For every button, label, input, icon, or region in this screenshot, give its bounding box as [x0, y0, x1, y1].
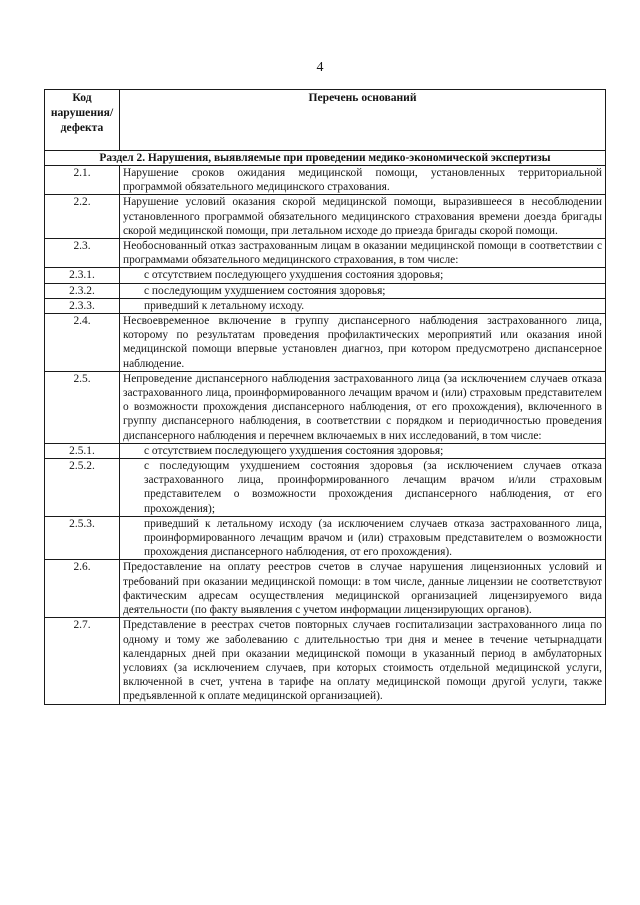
table-row — [45, 195, 606, 239]
table-row — [45, 166, 606, 195]
violation-code: 2.5.1. — [45, 443, 120, 458]
violation-code: 2.4. — [45, 314, 120, 372]
violation-text: Предоставление на оплату реестров счетов в случае нарушения лицензионных условий и требований при оказании медицинской помощи: в том числе, данные лицензии не соответствуют фактическим адресам осуществления медицинской организацией лицензируемого вида деятельности (по факту выявления с учетом информации лицензирующих органов). — [120, 560, 606, 618]
violation-code: 2.5.2. — [45, 459, 120, 517]
table-row — [45, 443, 606, 458]
violation-text: приведший к летальному исходу. — [120, 298, 606, 313]
violation-text: приведший к летальному исходу (за исключением случаев отказа застрахованного лица, проинформированного лечащим врачом и (или) страховым представителем о возможности прохождения диспансерного наблюдения, от его прохождения). — [120, 516, 606, 560]
violation-text: Нарушение условий оказания скорой медицинской помощи, выразившееся в несоблюдении установленного программой обязательного медицинского страхования времени доезда бригады скорой медицинской помощи, при летальном исходе до приезда бригады скорой помощи. — [120, 195, 606, 239]
violation-code: 2.3. — [45, 239, 120, 268]
violation-text: с отсутствием последующего ухудшения состояния здоровья; — [120, 268, 606, 283]
violation-text: Необоснованный отказ застрахованным лицам в оказании медицинской помощи в соответствии с программами обязательного медицинского страхования, в том числе: — [120, 239, 606, 268]
code-column-header — [45, 90, 120, 151]
list-column-header — [120, 90, 606, 151]
table-row — [45, 298, 606, 313]
section-title: Раздел 2. Нарушения, выявляемые при проведении медико-экономической экспертизы — [45, 151, 606, 166]
violation-code: 2.3.3. — [45, 298, 120, 313]
table-row — [45, 371, 606, 443]
violation-code: 2.6. — [45, 560, 120, 618]
table-row — [45, 283, 606, 298]
violation-text: Несвоевременное включение в группу диспансерного наблюдения застрахованного лица, которому по результатам проведения профилактических мероприятий или оказания иной медицинской помощи впервые установлен диагноз, при котором предусмотрено диспансерное наблюдение. — [120, 314, 606, 372]
violation-code: 2.5. — [45, 371, 120, 443]
violation-text: с отсутствием последующего ухудшения состояния здоровья; — [120, 443, 606, 458]
table-row — [45, 516, 606, 560]
table-row — [45, 239, 606, 268]
table-row — [45, 618, 606, 704]
violation-code: 2.5.3. — [45, 516, 120, 560]
section-row — [45, 151, 606, 166]
table-row — [45, 560, 606, 618]
violation-code: 2.3.1. — [45, 268, 120, 283]
violation-code: 2.3.2. — [45, 283, 120, 298]
violation-code: 2.1. — [45, 166, 120, 195]
violation-code: 2.2. — [45, 195, 120, 239]
violation-text: Представление в реестрах счетов повторных случаев госпитализации застрахованного лица по одному и тому же заболеванию с длительностью три дня и менее в течение четырнадцати календарных дней при оказании медицинской помощи в указанный период в амбулаторных условиях (за исключением случаев, при которых стоимость отдельной медицинской услуги, включенной в счет, учтена в тарифе на оплату медицинской помощи другой услуги, также предъявленной к оплате медицинской организацией). — [120, 618, 606, 704]
violation-code: 2.7. — [45, 618, 120, 704]
violation-text: Непроведение диспансерного наблюдения застрахованного лица (за исключением случаев отказа застрахованного лица, проинформированного лечащим врачом и (или) страховым представителем о возможности прохождения диспансерного наблюдения, от его прохождения), включенного в группу диспансерного наблюдения, в соответствии с порядком и периодичностью проведения диспансерного наблюдения и перечнем включаемых в них исследований, в том числе: — [120, 371, 606, 443]
table-row — [45, 459, 606, 517]
violations-table — [44, 89, 606, 705]
table-header-row — [45, 90, 606, 151]
code-column-header-text: Код нарушения/ дефекта — [50, 91, 114, 134]
violation-text: с последующим ухудшением состояния здоровья; — [120, 283, 606, 298]
table-row — [45, 314, 606, 372]
violation-text: Нарушение сроков ожидания медицинской помощи, установленных территориальной программой обязательного медицинского страхования. — [120, 166, 606, 195]
page-number: 4 — [316, 60, 324, 75]
violation-text: с последующим ухудшением состояния здоровья (за исключением случаев отказа застрахованного лица, проинформированного лечащим врачом и/или страховым представителем о возможности прохождения диспансерного наблюдения, от его прохождения); — [120, 459, 606, 517]
table-row — [45, 268, 606, 283]
list-column-header-text: Перечень оснований — [308, 91, 417, 104]
